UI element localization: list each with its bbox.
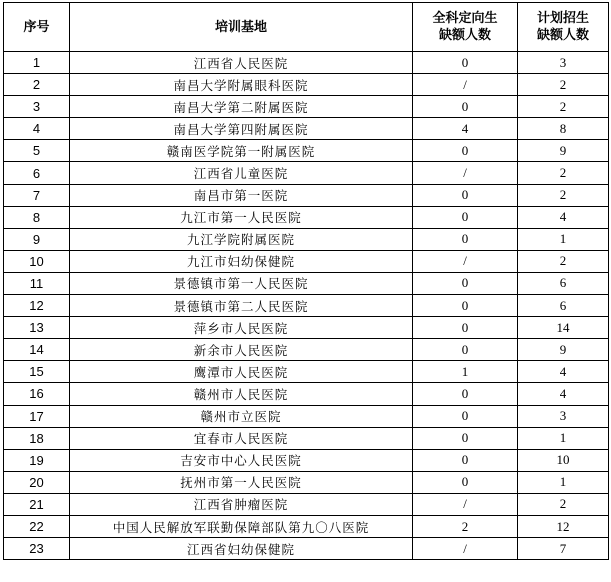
cell-plan-shortage: 2 <box>518 184 609 206</box>
table-row <box>4 515 609 537</box>
cell-training-base: 赣州市人民医院 <box>70 383 413 405</box>
cell-plan-shortage: 6 <box>518 272 609 294</box>
cell-index: 5 <box>4 140 70 162</box>
cell-general-shortage: 0 <box>413 383 518 405</box>
cell-plan-shortage: 2 <box>518 96 609 118</box>
cell-index: 23 <box>4 538 70 560</box>
table-row <box>4 272 609 294</box>
table-row <box>4 52 609 74</box>
cell-general-shortage: / <box>413 538 518 560</box>
cell-general-shortage: 2 <box>413 515 518 537</box>
cell-index: 14 <box>4 339 70 361</box>
cell-index: 22 <box>4 515 70 537</box>
cell-training-base: 南昌大学第四附属医院 <box>70 118 413 140</box>
cell-general-shortage: 0 <box>413 427 518 449</box>
cell-general-shortage: 1 <box>413 361 518 383</box>
cell-general-shortage: / <box>413 162 518 184</box>
cell-index: 19 <box>4 449 70 471</box>
header-base: 培训基地 <box>70 3 413 52</box>
cell-training-base: 萍乡市人民医院 <box>70 317 413 339</box>
cell-training-base: 江西省肿瘤医院 <box>70 493 413 515</box>
cell-training-base: 景德镇市第一人民医院 <box>70 272 413 294</box>
cell-general-shortage: / <box>413 74 518 96</box>
cell-training-base: 抚州市第一人民医院 <box>70 471 413 493</box>
cell-plan-shortage: 14 <box>518 317 609 339</box>
table-row <box>4 471 609 493</box>
cell-plan-shortage: 10 <box>518 449 609 471</box>
cell-index: 12 <box>4 295 70 317</box>
cell-training-base: 鹰潭市人民医院 <box>70 361 413 383</box>
cell-general-shortage: 4 <box>413 118 518 140</box>
header-general-line2: 缺额人数 <box>438 28 491 43</box>
cell-plan-shortage: 3 <box>518 52 609 74</box>
cell-general-shortage: 0 <box>413 339 518 361</box>
cell-plan-shortage: 2 <box>518 493 609 515</box>
cell-training-base: 江西省人民医院 <box>70 52 413 74</box>
cell-index: 2 <box>4 74 70 96</box>
cell-plan-shortage: 1 <box>518 228 609 250</box>
header-general-shortage <box>413 3 518 52</box>
cell-plan-shortage: 2 <box>518 250 609 272</box>
cell-plan-shortage: 9 <box>518 140 609 162</box>
cell-index: 7 <box>4 184 70 206</box>
header-plan-line2: 缺额人数 <box>536 28 589 43</box>
header-plan-line1: 计划招生 <box>536 11 589 26</box>
cell-general-shortage: 0 <box>413 449 518 471</box>
cell-plan-shortage: 3 <box>518 405 609 427</box>
cell-training-base: 南昌大学附属眼科医院 <box>70 74 413 96</box>
cell-plan-shortage: 2 <box>518 74 609 96</box>
cell-index: 21 <box>4 493 70 515</box>
table-row <box>4 140 609 162</box>
cell-general-shortage: 0 <box>413 206 518 228</box>
cell-general-shortage: 0 <box>413 140 518 162</box>
cell-general-shortage: / <box>413 250 518 272</box>
table-body <box>4 52 609 560</box>
cell-index: 9 <box>4 228 70 250</box>
header-index: 序号 <box>4 3 70 52</box>
table-row <box>4 228 609 250</box>
cell-index: 13 <box>4 317 70 339</box>
cell-training-base: 南昌大学第二附属医院 <box>70 96 413 118</box>
cell-general-shortage: 0 <box>413 317 518 339</box>
header-general-line1: 全科定向生 <box>432 11 498 26</box>
table-row <box>4 339 609 361</box>
cell-index: 10 <box>4 250 70 272</box>
table-row <box>4 493 609 515</box>
cell-plan-shortage: 4 <box>518 383 609 405</box>
table-row <box>4 206 609 228</box>
cell-training-base: 赣州市立医院 <box>70 405 413 427</box>
cell-training-base: 赣南医学院第一附属医院 <box>70 140 413 162</box>
table-row <box>4 383 609 405</box>
cell-training-base: 江西省妇幼保健院 <box>70 538 413 560</box>
cell-index: 15 <box>4 361 70 383</box>
cell-training-base: 吉安市中心人民医院 <box>70 449 413 471</box>
table-row <box>4 184 609 206</box>
cell-index: 11 <box>4 272 70 294</box>
cell-training-base: 中国人民解放军联勤保障部队第九〇八医院 <box>70 515 413 537</box>
cell-index: 20 <box>4 471 70 493</box>
cell-index: 1 <box>4 52 70 74</box>
cell-training-base: 九江市第一人民医院 <box>70 206 413 228</box>
table-row <box>4 427 609 449</box>
cell-general-shortage: 0 <box>413 228 518 250</box>
table-row <box>4 538 609 560</box>
table-row <box>4 449 609 471</box>
cell-general-shortage: 0 <box>413 471 518 493</box>
cell-plan-shortage: 12 <box>518 515 609 537</box>
cell-plan-shortage: 7 <box>518 538 609 560</box>
table-row <box>4 317 609 339</box>
cell-general-shortage: 0 <box>413 184 518 206</box>
cell-general-shortage: 0 <box>413 52 518 74</box>
cell-general-shortage: 0 <box>413 272 518 294</box>
table-row <box>4 405 609 427</box>
cell-training-base: 宜春市人民医院 <box>70 427 413 449</box>
quota-table-container <box>3 2 609 560</box>
cell-general-shortage: 0 <box>413 405 518 427</box>
cell-training-base: 南昌市第一医院 <box>70 184 413 206</box>
cell-plan-shortage: 1 <box>518 427 609 449</box>
table-row <box>4 118 609 140</box>
cell-index: 6 <box>4 162 70 184</box>
cell-plan-shortage: 4 <box>518 206 609 228</box>
cell-index: 17 <box>4 405 70 427</box>
quota-table <box>3 2 609 560</box>
table-row <box>4 162 609 184</box>
cell-general-shortage: 0 <box>413 295 518 317</box>
cell-plan-shortage: 2 <box>518 162 609 184</box>
cell-general-shortage: / <box>413 493 518 515</box>
cell-index: 16 <box>4 383 70 405</box>
header-plan-shortage <box>518 3 609 52</box>
cell-index: 8 <box>4 206 70 228</box>
cell-plan-shortage: 1 <box>518 471 609 493</box>
cell-index: 3 <box>4 96 70 118</box>
cell-plan-shortage: 4 <box>518 361 609 383</box>
table-row <box>4 295 609 317</box>
cell-training-base: 新余市人民医院 <box>70 339 413 361</box>
cell-index: 18 <box>4 427 70 449</box>
cell-training-base: 九江学院附属医院 <box>70 228 413 250</box>
table-header-row <box>4 3 609 52</box>
cell-training-base: 景德镇市第二人民医院 <box>70 295 413 317</box>
cell-plan-shortage: 8 <box>518 118 609 140</box>
cell-plan-shortage: 6 <box>518 295 609 317</box>
table-row <box>4 250 609 272</box>
table-row <box>4 96 609 118</box>
cell-plan-shortage: 9 <box>518 339 609 361</box>
cell-index: 4 <box>4 118 70 140</box>
table-row <box>4 74 609 96</box>
cell-training-base: 江西省儿童医院 <box>70 162 413 184</box>
table-row <box>4 361 609 383</box>
cell-general-shortage: 0 <box>413 96 518 118</box>
cell-training-base: 九江市妇幼保健院 <box>70 250 413 272</box>
